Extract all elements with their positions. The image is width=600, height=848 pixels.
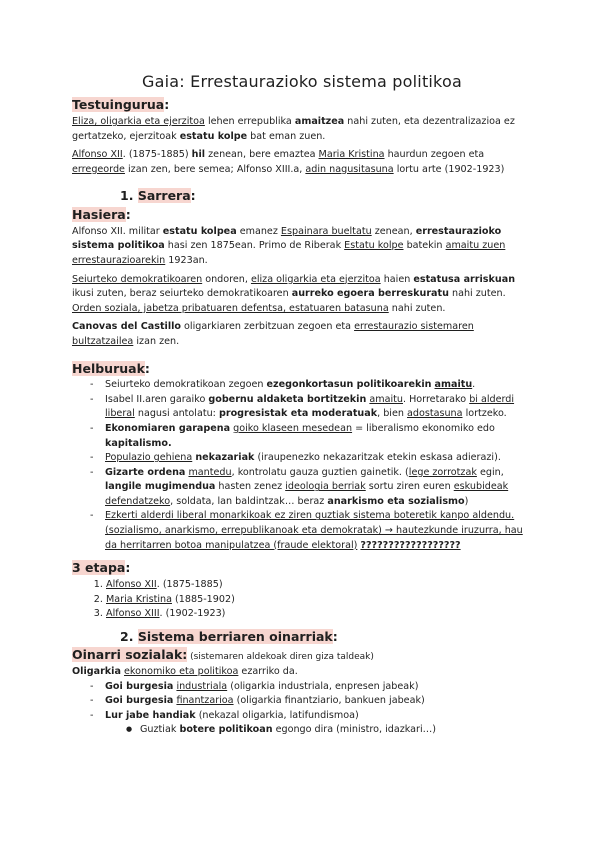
list-item: ● Guztiak botere politikoan egongo dira (ministro, idazkari…): [126, 723, 532, 738]
context-paragraph-1: Eliza, oligarkia eta ejerzitoa lehen errepublika amaitzea nahi zuten, eta dezentralizazioa ez gertatzeko, ejerzitoak estatu kolpe bat eman zuen.: [72, 116, 515, 142]
etapa-list: [72, 578, 532, 622]
list-item: - Lur jabe handiak (nekazal oligarkia, latifundismoa): [90, 709, 532, 724]
context-paragraph-2: Alfonso XII. (1875-1885) hil zenean, bere emaztea Maria Kristina haurdun zegoen eta erregeorde izan zen, bere semea; Alfonso XIII.a, adin nagusitasuna lortu arte (1902-1923): [72, 149, 505, 175]
subheading-etapa: 3 etapa:: [72, 560, 131, 576]
section-heading-testuingurua: Testuingurua:: [72, 97, 170, 113]
list-item: - Isabel II.aren garaiko gobernu aldaketa bortitzekin amaitu. Horretarako bi alderdi liberal nagusi antolatu: progresistak eta moderatuak, bien adostasuna lortzeko.: [90, 393, 532, 422]
list-item: - Ekonomiaren garapena goiko klaseen mesedean = liberalismo ekonomiko edo kapitalismo.: [90, 422, 532, 451]
list-item: - Seiurteko demokratikoan zegoen ezegonkortasun politikoarekin amaitu.: [90, 378, 532, 393]
list-item: - Goi burgesia finantzarioa (oligarkia finantziario, bankuen jabeak): [90, 694, 532, 709]
helburuak-list: [72, 378, 532, 553]
subheading-helburuak: Helburuak:: [72, 360, 150, 376]
section-heading-sarrera: 1. Sarrera:: [120, 188, 196, 204]
hasiera-paragraph-2: Seiurteko demokratikoaren ondoren, eliza oligarkia eta ejerzitoa haien estatusa arriskuan ikusi zuten, beraz seiurteko demokratikoaren aurreko egoera berreskuratu nahi zuten. Orden soziala, jabetza pribatuaren defentsa, estatuaren batasuna nahi zuten.: [72, 273, 516, 314]
list-item: - Populazio gehiena nekazariak (iraupenezko nekazaritzak etekin eskasa adierazi).: [90, 451, 532, 466]
subheading-hasiera: Hasiera:: [72, 207, 131, 223]
list-item: 1. Alfonso XII. (1875-1885): [106, 578, 532, 593]
document-page: [72, 70, 532, 738]
list-item: - Goi burgesia industriala (oligarkia industriala, enpresen jabeak): [90, 680, 532, 695]
oinarri-sublist: [72, 723, 532, 738]
list-item: - Ezkerti alderdi liberal monarkikoak ez ziren guztiak sistema boteretik kanpo aldendu. (sozialismo, anarkismo, errepublikanoak eta demokratak) → hautezkunde iruzurra, hau da herritarren botoa manipulatzea (fraude elektoral) ??????????????????: [90, 509, 532, 553]
list-item: - Gizarte ordena mantedu, kontrolatu gauza guztien gainetik. (lege zorrotzak egin, langile mugimendua hasten zenez ideologia berriak sortu ziren euren eskubideak defendatzeko, soldata, lan baldintzak… beraz anarkismo eta sozialismo): [90, 466, 532, 510]
list-item: 3. Alfonso XIII. (1902-1923): [106, 607, 532, 622]
list-item: 2. Maria Kristina (1885-1902): [106, 593, 532, 608]
hasiera-paragraph-3: Canovas del Castillo oligarkiaren zerbitzuan zegoen eta errestaurazio sistemaren bultzatzailea izan zen.: [72, 321, 474, 347]
hasiera-paragraph-1: Alfonso XII. militar estatu kolpea emanez Espainara bueltatu zenean, errestaurazioko sistema politikoa hasi zen 1875ean. Primo de Riberak Estatu kolpe batekin amaitu zuen errestaurazioarekin 1923an.: [72, 225, 506, 267]
oinarri-intro: Oligarkia ekonomiko eta politikoa ezarriko da.: [72, 666, 298, 678]
oinarri-list: [72, 680, 532, 724]
section-heading-sistema: 2. Sistema berriaren oinarriak:: [120, 628, 338, 644]
page-title: Gaia: Errestaurazioko sistema politikoa: [142, 72, 462, 91]
subheading-oinarri-sozialak: Oinarri sozialak: (sistemaren aldekoak diren giza taldeak): [72, 647, 374, 663]
